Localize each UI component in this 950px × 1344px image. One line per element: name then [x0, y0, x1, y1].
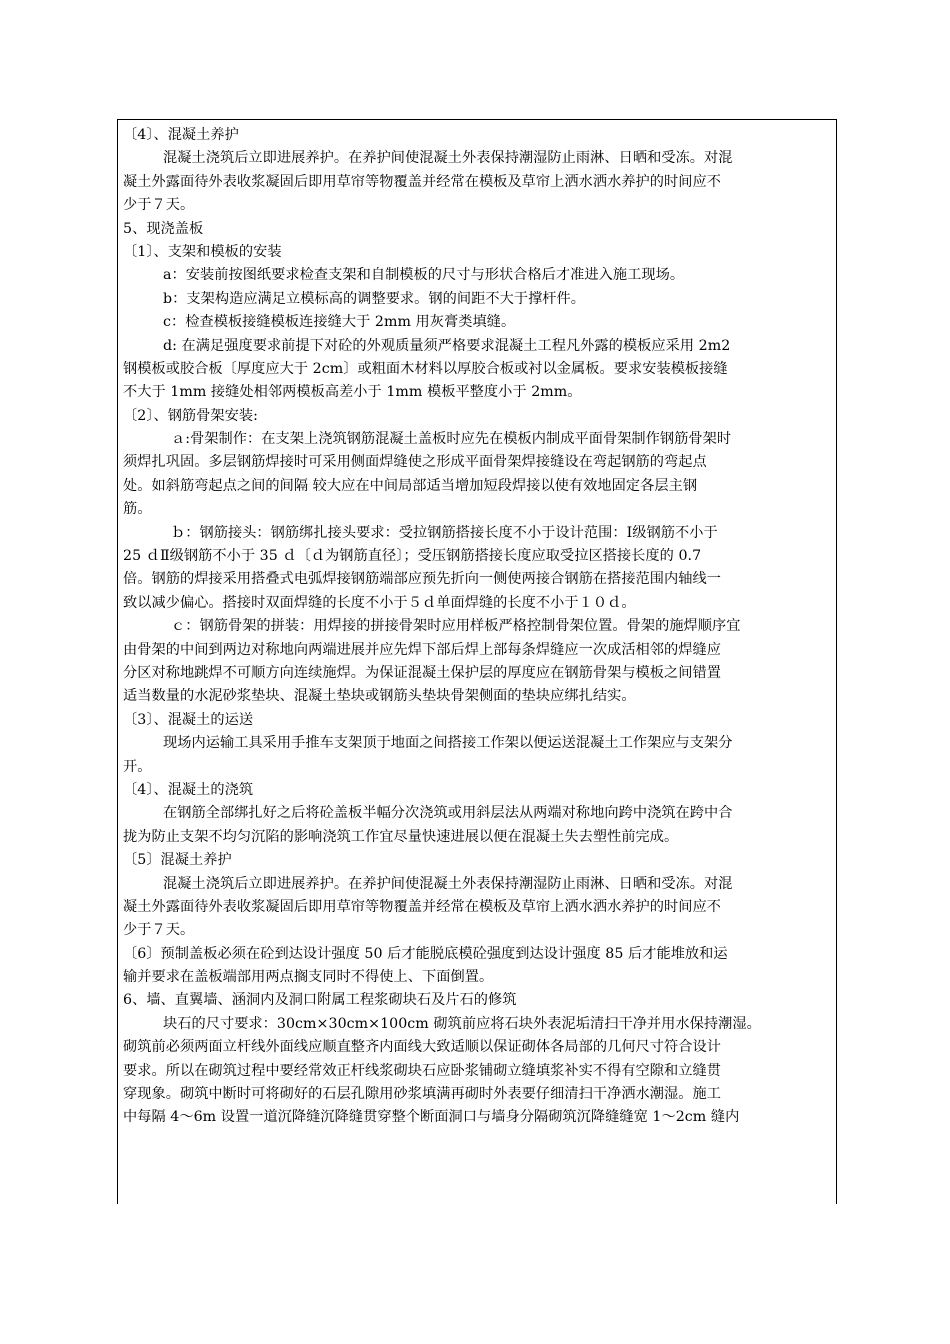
text-line: 穿现象。砌筑中断时可将砌好的石层孔隙用砂浆填满再砌时外表要仔细清扫干净洒水潮湿。施工 — [123, 1086, 721, 1103]
text-line: 块石的尺寸要求：30cm×30cm×100cm 砌筑前应将石块外表泥垢清扫干净并用水保持潮湿。 — [163, 1015, 761, 1032]
text-line: 中每隔 4～6m 设置一道沉降缝沉降缝贯穿整个断面洞口与墙身分隔砌筑沉降缝缝宽 1～2cm 缝内 — [123, 1109, 740, 1126]
text-line: ａ:骨架制作：在支架上浇筑钢筋混凝土盖板时应先在模板内制成平面骨架制作钢筋骨架时 — [171, 431, 732, 448]
text-line: 砌筑前必须两面立杆线外面线应顺直整齐内面线大致适顺以保证砌体各局部的几何尺寸符合设计 — [123, 1039, 721, 1056]
text-line: 倍。钢筋的焊接采用搭叠式电弧焊接钢筋端部应预先折向一侧使两接合钢筋在搭接范围内轴线一 — [123, 571, 721, 588]
text-line: 适当数量的水泥砂浆垫块、混凝土垫块或钢筋头垫块骨架侧面的垫块应绑扎结实。 — [123, 688, 636, 705]
text-line: 处。如斜筋弯起点之间的间隔 较大应在中间局部适当增加短段焊接以使有效地固定各层主钢 — [123, 477, 698, 494]
text-line: 在钢筋全部绑扎好之后将砼盖板半幅分次浇筑或用斜层法从两端对称地向跨中浇筑在跨中合 — [163, 805, 733, 822]
text-line: 要求。所以在砌筑过程中要经常效正杆线浆砌块石应卧浆铺砌立缝填浆补实不得有空隙和立缝贯 — [123, 1062, 721, 1079]
text-line: 少于７天。 — [123, 922, 195, 939]
text-line: 少于７天。 — [123, 197, 195, 214]
text-line: 〔4〕、混凝土的浇筑 — [123, 781, 254, 798]
text-line: 须焊扎巩固。多层钢筋焊接时可采用侧面焊缝使之形成平面骨架焊接缝设在弯起钢筋的弯起点 — [123, 454, 707, 471]
text-line: ｃ：钢筋骨架的拼装：用焊接的拼接骨架时应用样板严格控制骨架位置。骨架的施焊顺序宜 — [171, 618, 741, 635]
text-line: 25 ｄⅡ级钢筋不小于 35 ｄ〔ｄ为钢筋直径〕；受压钢筋搭接长度应取受拉区搭接长度的 0.7 — [123, 548, 702, 565]
text-line: 混凝土浇筑后立即进展养护。在养护间使混凝土外表保持潮湿防止雨淋、日晒和受冻。对混 — [163, 150, 733, 167]
text-line: 由骨架的中间到两边对称地向两端进展并应先焊下部后焊上部每条焊缝应一次成活相邻的焊缝应 — [123, 641, 721, 658]
text-line: 钢模板或胶合板〔厚度应大于 2cm〕或粗面木材料以厚胶合板或衬以金属板。要求安装模板接缝 — [123, 360, 728, 377]
text-line: b：支架构造应满足立模标高的调整要求。钢的间距不大于撑杆件。 — [163, 290, 586, 307]
text-line: 〔5〕混凝土养护 — [123, 852, 232, 869]
text-line: 现场内运输工具采用手推车支架顶于地面之间搭接工作架以便运送混凝土工作架应与支架分 — [163, 735, 733, 752]
text-line: 开。 — [123, 758, 152, 775]
text-line: 凝土外露面待外表收浆凝固后即用草帘等物覆盖并经常在模板及草帘上洒水洒水养护的时间应不 — [123, 898, 721, 915]
text-line: d: 在满足强度要求前提下对砼的外观质量须严格要求混凝土工程凡外露的模板应采用 2m2 — [163, 337, 731, 354]
text-line: 6、墙、直翼墙、涵洞内及洞口附属工程浆砌块石及片石的修筑 — [123, 992, 517, 1009]
text-line: 致以减少偏心。搭接时双面焊缝的长度不小于５ｄ单面焊缝的长度不小于１０ｄ。 — [123, 594, 636, 611]
text-line: 〔6〕预制盖板必须在砼到达设计强度 50 后才能脱底模砼强度到达设计强度 85 后才能堆放和运 — [123, 945, 728, 962]
text-line: 5、现浇盖板 — [123, 220, 204, 237]
text-line: 不大于 1mm 接缝处相邻两模板高差小于 1mm 模板平整度小于 2mm。 — [123, 384, 582, 401]
text-line: 凝土外露面待外表收浆凝固后即用草帘等物覆盖并经常在模板及草帘上洒水洒水养护的时间应不 — [123, 173, 721, 190]
text-line: 混凝土浇筑后立即进展养护。在养护间使混凝土外表保持潮湿防止雨淋、日晒和受冻。对混 — [163, 875, 733, 892]
text-line: 〔2〕、钢筋骨架安装: — [123, 407, 258, 424]
text-line: 〔4〕、混凝土养护 — [123, 127, 239, 143]
document-frame — [117, 119, 837, 1204]
text-line: 筋。 — [123, 501, 152, 518]
text-line: 〔1〕、支架和模板的安装 — [123, 243, 282, 260]
text-line: c：检查模板接缝模板连接缝大于 2mm 用灰膏类填缝。 — [163, 314, 516, 331]
text-line: 输并要求在盖板端部用两点搁支同时不得使上、下面倒置。 — [123, 969, 494, 986]
text-line: 拢为防止支架不均匀沉陷的影响浇筑工作宜尽量快速进展以便在混凝土失去塑性前完成。 — [123, 828, 679, 845]
text-line: a：安装前按图纸要求检查支架和自制模板的尺寸与形状合格后才准进入施工现场。 — [163, 267, 685, 284]
text-line: ｂ：钢筋接头：钢筋绑扎接头要求：受拉钢筋搭接长度不小于设计范围：Ⅰ级钢筋不小于 — [171, 524, 718, 541]
text-line: 分区对称地跳焊不可顺方向连续施焊。为保证混凝土保护层的厚度应在钢筋骨架与模板之间错置 — [123, 664, 721, 681]
text-line: 〔3〕、混凝土的运送 — [123, 711, 254, 728]
